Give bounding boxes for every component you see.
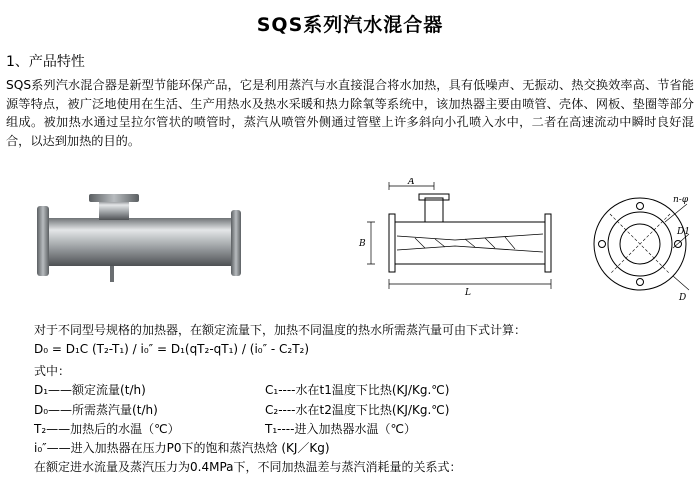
left-flange: [37, 206, 49, 276]
formula-where: 式中：: [34, 364, 71, 378]
drawing-inlet-flange: [419, 194, 449, 200]
def-t2: T₂——加热后的水温（℃）: [34, 422, 180, 436]
shell: [45, 218, 235, 266]
def-c1: C₁----水在t1温度下比热(KJ/Kg.℃): [265, 383, 450, 397]
def-i0: i₀″——进入加热器在压力P0下的饱和蒸汽热焓 (KJ／Kg): [34, 441, 330, 455]
def-c2: C₂----水在t2温度下比热(KJ/Kg.℃): [265, 403, 450, 417]
label-a: A: [408, 178, 415, 187]
right-flange: [231, 210, 241, 276]
technical-drawing: [355, 178, 695, 308]
label-n: n-φ: [673, 195, 689, 205]
label-b: B: [359, 239, 366, 249]
drawing-right-flange: [545, 214, 551, 272]
drawing-left-flange: [389, 214, 395, 272]
formula-intro: 对于不同型号规格的加热器，在额定流量下，加热不同温度的热水所需蒸汽量可由下式计算：: [34, 323, 527, 337]
mixer-photo: [35, 190, 253, 294]
drain-pipe: [110, 266, 114, 282]
page-title: SQS系列汽水混合器: [256, 14, 444, 36]
drawing-inlet: [425, 198, 443, 222]
def-d1: D₁——额定流量(t/h): [34, 383, 146, 397]
closing-text: 在额定进水流量及蒸汽压力为0.4MPa下，不同加热温差与蒸汽消耗量的关系式：: [34, 460, 462, 474]
def-t1: T₁----进入加热器水温（℃）: [265, 422, 416, 436]
intro-paragraph: SQS系列汽水混合器是新型节能环保产品，它是利用蒸汽与水直接混合将水加热，具有低噪声、无振动、热交换效率高、节省能源等特点，被广泛地使用在生活、生产用热水及热水采暖和热力除氧等系统中，该加热器主要由喷管、壳体、网板、垫圈等部分组成。被加热水通过呈拉尔管状的喷管时，蒸汽从喷管外侧通过管壁上许多斜向小孔喷入水中，二者在高速流动中瞬时良好混合，以达到加热的目的。: [6, 78, 694, 148]
def-d0: D₀——所需蒸汽量(t/h): [34, 403, 158, 417]
label-d1: D1: [677, 227, 690, 237]
section-heading: 1、产品特性: [6, 54, 85, 70]
label-l: L: [465, 288, 471, 298]
steam-inlet: [99, 200, 129, 220]
inlet-flange: [89, 194, 139, 202]
label-d: D: [679, 293, 687, 303]
formula: D₀ = D₁C (T₂-T₁) / i₀″ = D₁(qT₂-qT₁) / (i₀″ - C₂T₂): [34, 342, 310, 356]
